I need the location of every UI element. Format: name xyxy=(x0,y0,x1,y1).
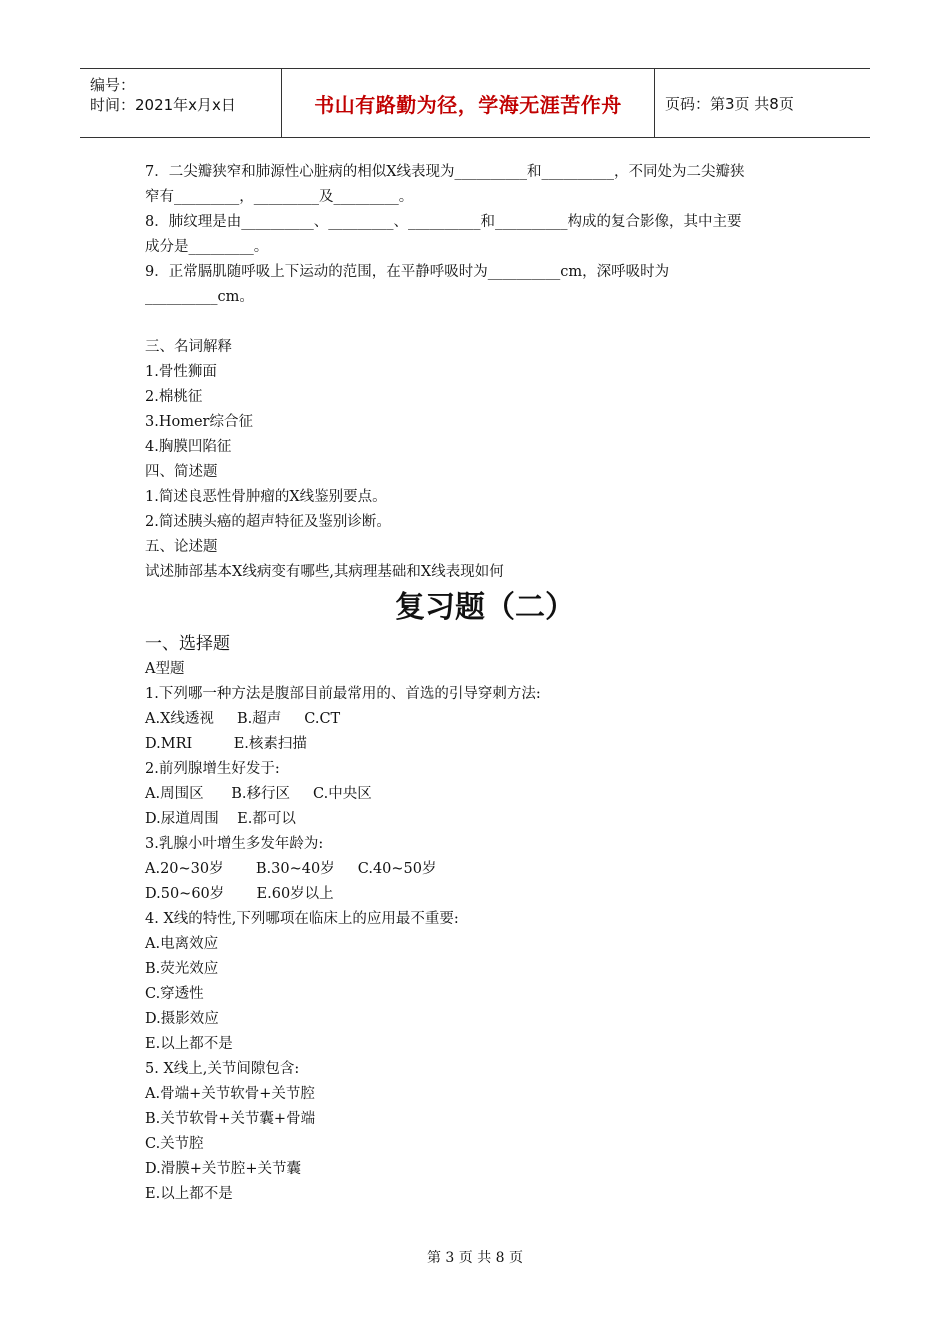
question: 2.前列腺增生好发于: xyxy=(145,761,280,777)
text-line: 8．肺纹理是由__________、_________、__________和__________构成的复合影像，其中主要 xyxy=(145,214,742,230)
text-line: 2.简述胰头癌的超声特征及鉴别诊断。 xyxy=(145,514,391,530)
options-line: A.20~30岁 B.30~40岁 C.40~50岁 xyxy=(145,861,437,877)
option: E.以上都不是 xyxy=(145,1186,233,1202)
option: A.电离效应 xyxy=(145,936,219,952)
option: D.滑膜+关节腔+关节囊 xyxy=(145,1161,302,1177)
option: B.关节软骨+关节囊+骨端 xyxy=(145,1111,316,1127)
text-line: 1.简述良恶性骨肿瘤的X线鉴别要点。 xyxy=(145,489,387,505)
page-header xyxy=(80,68,870,138)
question: 3.乳腺小叶增生多发年龄为: xyxy=(145,836,324,852)
option: D.摄影效应 xyxy=(145,1011,219,1027)
text-line: __________cm。 xyxy=(145,289,254,305)
options-line: D.MRI E.核素扫描 xyxy=(145,736,307,752)
document-body xyxy=(145,160,825,1207)
review-title: 复习题（二） xyxy=(395,590,575,625)
time-label: 时间：2021年x月x日 xyxy=(90,96,236,114)
text-line: 1.骨性狮面 xyxy=(145,364,217,380)
options-line: D.50~60岁 E.60岁以上 xyxy=(145,886,334,902)
header-page-info: 页码：第3页 共8页 xyxy=(665,94,794,113)
options-line: D.尿道周围 E.都可以 xyxy=(145,811,296,827)
question: 4. X线的特性,下列哪项在临床上的应用最不重要: xyxy=(145,911,459,927)
question: 5. X线上,关节间隙包含: xyxy=(145,1061,300,1077)
section-heading-choice: 一、选择题 xyxy=(145,634,230,654)
number-label: 编号： xyxy=(90,76,136,94)
header-meta xyxy=(80,69,282,137)
options-line: A.X线透视 B.超声 C.CT xyxy=(145,711,341,727)
question: 1.下列哪一种方法是腹部目前最常用的、首选的引导穿刺方法: xyxy=(145,686,541,702)
spacer xyxy=(145,310,825,335)
text-line: 9．正常膈肌随呼吸上下运动的范围，在平静呼吸时为__________cm，深呼吸时为 xyxy=(145,264,670,280)
option: C.关节腔 xyxy=(145,1136,204,1152)
text-line: 试述肺部基本X线病变有哪些,其病理基础和X线表现如何 xyxy=(145,564,504,580)
section-heading: 五、论述题 xyxy=(145,539,218,555)
text-line: 4.胸膜凹陷征 xyxy=(145,439,232,455)
page-footer: 第 3 页 共 8 页 xyxy=(426,1250,524,1266)
text-line: 2.棉桃征 xyxy=(145,389,203,405)
text-line: 7．二尖瓣狭窄和肺源性心脏病的相似X线表现为__________和__________，不同处为二尖瓣狭 xyxy=(145,164,745,180)
option: A.骨端+关节软骨+关节腔 xyxy=(145,1086,315,1102)
section-heading: 三、名词解释 xyxy=(145,339,232,355)
text-line: 3.Homer综合征 xyxy=(145,414,253,430)
text-line: 成分是_________。 xyxy=(145,239,269,255)
text-line: A型题 xyxy=(145,661,185,677)
option: C.穿透性 xyxy=(145,986,204,1002)
header-motto: 书山有路勤为径，学海无涯苦作舟 xyxy=(282,69,655,137)
options-line: A.周围区 B.移行区 C.中央区 xyxy=(145,786,372,802)
option: E.以上都不是 xyxy=(145,1036,233,1052)
section-heading: 四、简述题 xyxy=(145,464,218,480)
text-line: 窄有_________，_________及_________。 xyxy=(145,189,414,205)
option: B.荧光效应 xyxy=(145,961,219,977)
